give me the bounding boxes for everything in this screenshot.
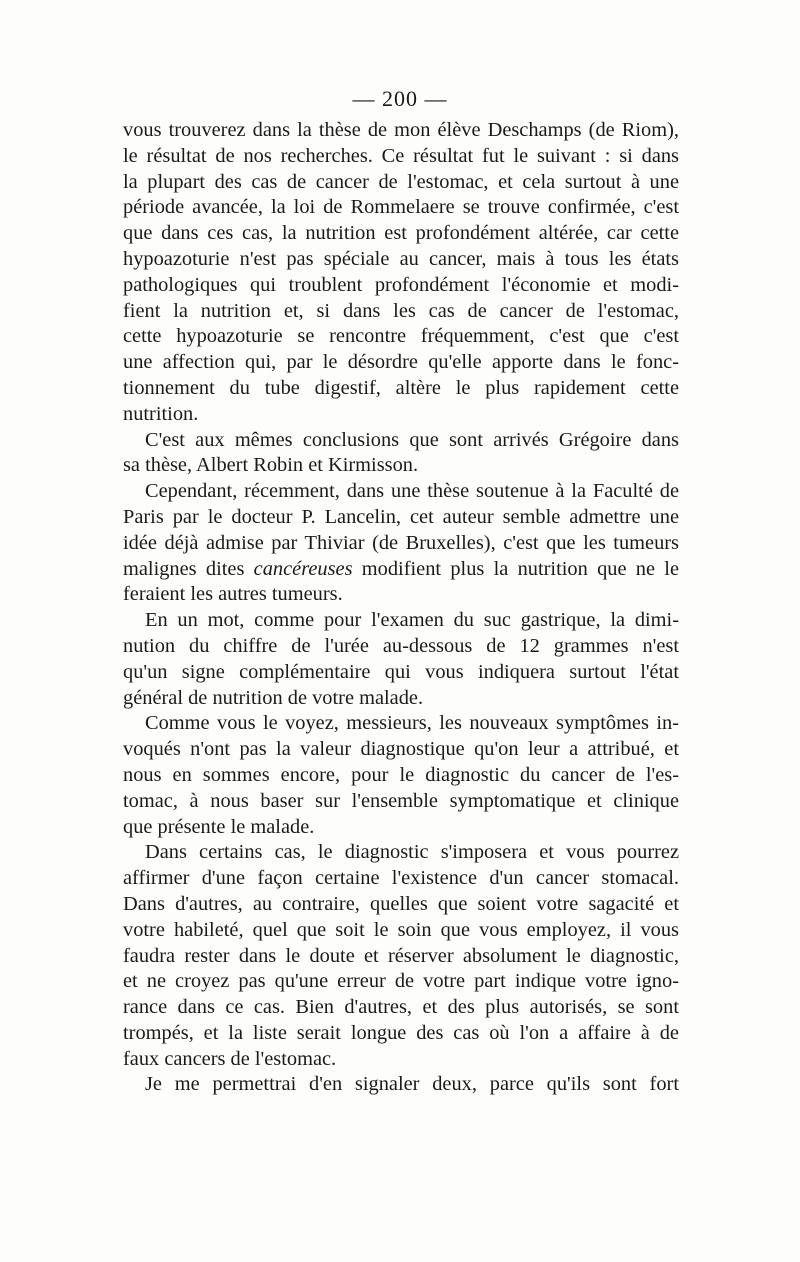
- text-line: cette hypoazoturie se rencontre fréquemment, c'est que c'est: [123, 325, 679, 348]
- paragraph-6: [123, 840, 679, 1072]
- text-line: Je me permettrai d'en signaler deux, parce qu'ils sont fort: [145, 1073, 679, 1096]
- body-text: [123, 118, 679, 1098]
- text-line: nution du chiffre de l'urée au-dessous de 12 grammes n'est: [123, 634, 679, 657]
- text-run: malignes dites: [123, 557, 254, 580]
- text-line: trompés, et la liste serait longue des cas où l'on a affaire à de: [123, 1021, 679, 1044]
- text-line: le résultat de nos recherches. Ce résultat fut le suivant : si dans: [123, 144, 679, 167]
- text-line: faux cancers de l'estomac.: [123, 1047, 337, 1070]
- text-line: voqués n'ont pas la valeur diagnostique qu'on leur a attribué, et: [123, 738, 679, 761]
- text-run: modifient plus la nutrition que ne le: [352, 557, 679, 580]
- text-line: général de nutrition de votre malade.: [123, 686, 424, 709]
- text-line: Dans certains cas, le diagnostic s'imposera et vous pourrez: [145, 841, 679, 864]
- paragraph-3: [123, 479, 679, 608]
- text-line: pathologiques qui troublent profondément l'économie et modi-: [123, 273, 679, 296]
- text-line: fient la nutrition et, si dans les cas de cancer de l'estomac,: [123, 299, 679, 322]
- text-line: feraient les autres tumeurs.: [123, 583, 343, 606]
- text-line: nous en sommes encore, pour le diagnostic du cancer de l'es-: [123, 763, 679, 786]
- text-line: Paris par le docteur P. Lancelin, cet auteur semble admettre une: [123, 505, 679, 528]
- text-line: que présente le malade.: [123, 815, 315, 838]
- paragraph-5: [123, 711, 679, 840]
- text-line: la plupart des cas de cancer de l'estomac, et cela surtout à une: [123, 170, 679, 193]
- text-line: période avancée, la loi de Rommelaere se trouve confirmée, c'est: [123, 196, 679, 219]
- text-line: idée déjà admise par Thiviar (de Bruxelles), c'est que les tumeurs: [123, 531, 679, 554]
- text-line-with-italic: [123, 557, 679, 583]
- text-line: Cependant, récemment, dans une thèse soutenue à la Faculté de: [145, 480, 679, 503]
- text-line: Dans d'autres, au contraire, quelles que soient votre sagacité et: [123, 892, 679, 915]
- text-line: affirmer d'une façon certaine l'existence d'un cancer stomacal.: [123, 867, 679, 890]
- text-line: hypoazoturie n'est pas spéciale au cancer, mais à tous les états: [123, 247, 679, 270]
- text-line: sa thèse, Albert Robin et Kirmisson.: [123, 454, 419, 477]
- text-line: qu'un signe complémentaire qui vous indiquera surtout l'état: [123, 660, 679, 683]
- text-line: Comme vous le voyez, messieurs, les nouveaux symptômes in-: [145, 712, 679, 735]
- paragraph-4: [123, 608, 679, 711]
- text-line: En un mot, comme pour l'examen du suc gastrique, la dimi-: [145, 609, 679, 632]
- italic-term: cancéreuses: [253, 557, 353, 580]
- text-line: tomac, à nous baser sur l'ensemble symptomatique et clinique: [123, 789, 679, 812]
- text-line: nutrition.: [123, 402, 199, 425]
- text-line: rance dans ce cas. Bien d'autres, et des plus autorisés, se sont: [123, 996, 679, 1019]
- paragraph-7: [123, 1072, 679, 1098]
- paragraph-2: [123, 428, 679, 480]
- text-line: tionnement du tube digestif, altère le plus rapidement cette: [123, 376, 679, 399]
- text-line: C'est aux mêmes conclusions que sont arrivés Grégoire dans: [145, 428, 679, 451]
- text-line: que dans ces cas, la nutrition est profondément altérée, car cette: [123, 222, 679, 245]
- text-line: votre habileté, quel que soit le soin que vous employez, il vous: [123, 918, 679, 941]
- text-line: une affection qui, par le désordre qu'elle apporte dans le fonc-: [123, 351, 679, 374]
- page-number: — 200 —: [352, 86, 448, 111]
- text-line: et ne croyez pas qu'une erreur de votre part indique votre igno-: [123, 970, 679, 993]
- paragraph-1: [123, 118, 679, 428]
- text-line: vous trouverez dans la thèse de mon élève Deschamps (de Riom),: [123, 119, 679, 141]
- text-line: faudra rester dans le doute et réserver absolument le diagnostic,: [123, 944, 679, 967]
